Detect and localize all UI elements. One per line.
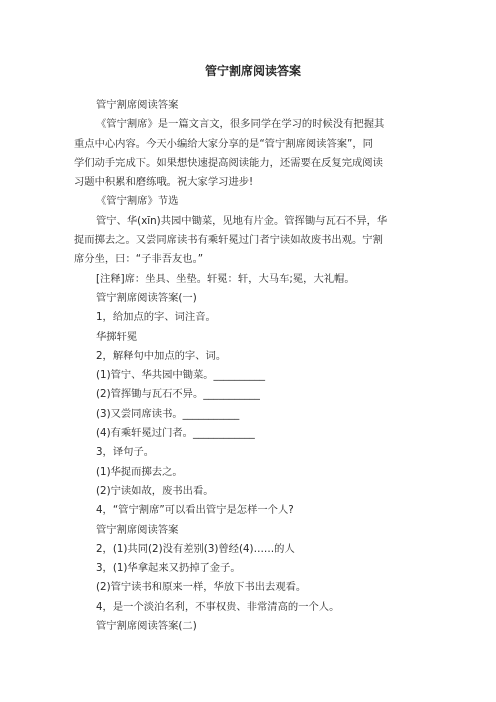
text-line: 3，(1)华拿起来又扔掉了金子。 (96, 562, 241, 575)
text-line: 管宁割席阅读答案 (96, 523, 179, 536)
text-line: 2，解释句中加点的字、词。 (96, 349, 227, 362)
text-line: 《管宁割席》节选 (96, 195, 179, 208)
text-line: 席分坐，曰：“子非吾友也。” (74, 253, 204, 266)
text-line: (2)宁读如故，废书出看。 (96, 484, 214, 497)
text-line: 管宁割席阅读答案(二) (96, 620, 197, 633)
text-line: (1)管宁、华共园中锄菜。__________ (96, 369, 266, 382)
text-line: (1)华捉而掷去之。 (96, 465, 183, 478)
document-body (74, 96, 432, 636)
text-line: (2)管宁读书和原来一样，华放下书出去观看。 (96, 581, 307, 594)
text-line: 管宁、华(xīn)共园中锄菜，见地有片金。管挥锄与瓦石不异，华 (96, 214, 388, 227)
text-line: 1，给加点的字、词注音。 (96, 311, 216, 324)
text-line: 管宁割席阅读答案 (96, 99, 179, 111)
text-line: 重点中心内容。今天小编给大家分享的是“管宁割席阅读答案”，同 (74, 137, 373, 150)
text-line: 管宁割席阅读答案(一) (96, 291, 197, 304)
text-line: (2)管挥锄与瓦石不异。___________ (96, 388, 260, 401)
text-line: 学们动手完成下。如果想快速提高阅读能力，还需要在反复完成阅读 (74, 156, 383, 169)
text-line: 《管宁割席》是一篇文言文，很多同学在学习的时候没有把握其 (96, 118, 385, 131)
text-line: 4，“管宁割席”可以看出管宁是怎样一个人? (96, 504, 294, 517)
text-line: 华掷轩冕 (96, 330, 138, 343)
text-line: 4，是一个淡泊名利，不事权贵、非常清高的一个人。 (96, 600, 340, 613)
text-line: (3)又尝同席读书。___________ (96, 407, 240, 420)
text-line: (4)有乘轩冕过门者。____________ (96, 427, 255, 440)
text-line: [注释]席：坐具、坐垫。轩冕：轩，大马车;冕，大礼帽。 (96, 272, 355, 285)
text-line: 2，(1)共同(2)没有差别(3)曾经(4)……的人 (96, 542, 295, 555)
document-title: 管宁割席阅读答案 (204, 64, 301, 78)
text-line: 3，译句子。 (96, 446, 155, 459)
text-line: 习题中积累和磨练哦。祝大家学习进步! (74, 176, 254, 189)
text-line: 捉而掷去之。又尝同席读书有乘轩冕过门者宁读如故废书出观。宁割 (74, 234, 383, 247)
